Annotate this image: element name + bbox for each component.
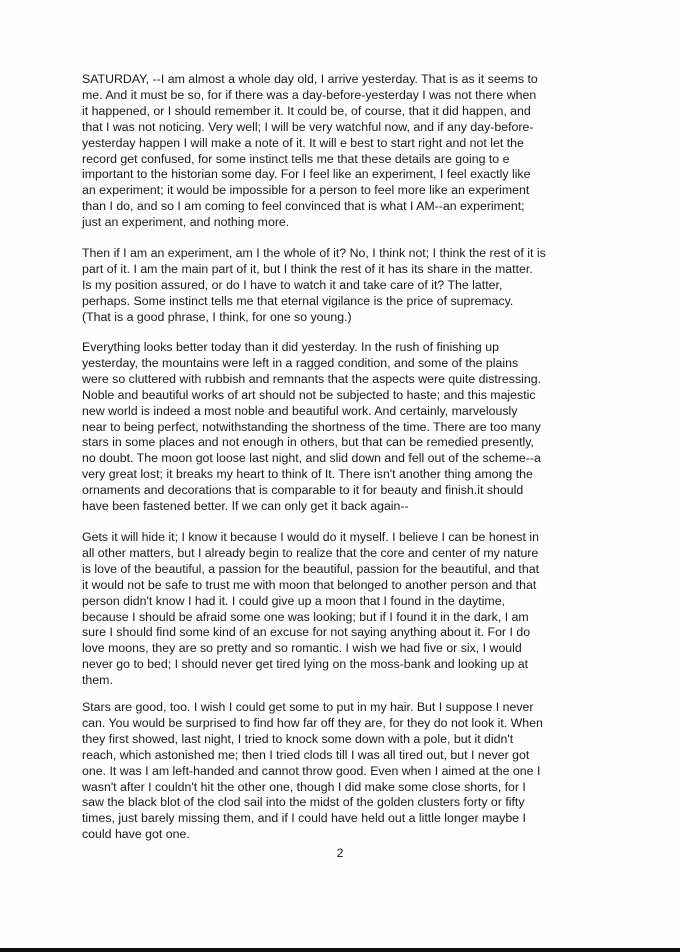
bottom-edge-divider [0, 948, 680, 952]
page-number: 2 [336, 846, 344, 860]
paragraph-saturday: SATURDAY, --I am almost a whole day old, I arrive yesterday. That is as it seems to me. And it must be so, for if there was a day-before-yesterday I was not there when it happened, or I should remember it. It could be, of course, that it did happen, and that I was not noticing. Very well; I will be very watchful now, and if any day-before- yesterday happen I will make a note of it. It will e best to start right and not let the record get confused, for some instinct tells me that these details are going to e important to the historian some day. For I feel like an experiment, I feel exactly like an experiment; it would be impossible for a person to feel more like an experiment than I do, and so I am coming to feel convinced that is what I AM--an experiment; just an experiment, and nothing more. [82, 72, 538, 230]
paragraph-moon: Gets it will hide it; I know it because I would do it myself. I believe I can be honest in all other matters, but I already begin to realize that the core and center of my nature is love of the beautiful, a passion for the beautiful, passion for the beautiful, and that it would not be safe to trust me with moon that belonged to another person and that person didn't know I had it. I could give up a moon that I found in the daytime, because I should be afraid some one was looking; but if I found it in the dark, I am sure I should find some kind of an excuse for not saying anything about it. For I do love moons, they are so pretty and so romantic. I wish we had five or six, I would never go to bed; I should never get tired lying on the moss-bank and looking up at them. [82, 530, 540, 688]
paragraph-everything-looks-better: Everything looks better today than it did yesterday. In the rush of finishing up yesterday, the mountains were left in a ragged condition, and some of the plains were so cluttered with rubbish and remnants that the aspects were quite distressing. Noble and beautiful works of art should not be subjected to haste; and this majestic new world is indeed a most noble and beautiful work. And certainly, marvelously near to being perfect, notwithstanding the shortness of the time. There are too many stars in some places and not enough in others, but that can be remedied presently, no doubt. The moon got loose last night, and slid down and fell out of the scheme--a very great lost; it breaks my heart to think of It. There isn't another thing among the ornaments and decorations that is comparable to it for beauty and finish.it should have been fastened better. If we can only get it back again-- [82, 340, 542, 514]
paragraph-experiment: Then if I am an experiment, am I the whole of it? No, I think not; I think the rest of it is part of it. I am the main part of it, but I think the rest of it has its share in the matter. Is my position assured, or do I have to watch it and take care of it? The latter, perhaps. Some instinct tells me that eternal vigilance is the price of supremacy. (That is a good phrase, I think, for one so young.) [82, 246, 546, 324]
paragraph-stars: Stars are good, too. I wish I could get some to put in my hair. But I suppose I never can. You would be surprised to find how far off they are, for they do not look it. When they first showed, last night, I tried to knock some down with a pole, but it didn't reach, which astonished me; then I tried clods till I was all tired out, but I never got one. It was I am left-handed and cannot throw good. Even when I aimed at the one I wasn't after I couldn't hit the other one, though I did make some close shorts, for I saw the black blot of the clod sail into the midst of the golden clusters forty or fifty times, just barely missing them, and if I could have held out a little longer maybe I could have got one. [82, 700, 543, 842]
